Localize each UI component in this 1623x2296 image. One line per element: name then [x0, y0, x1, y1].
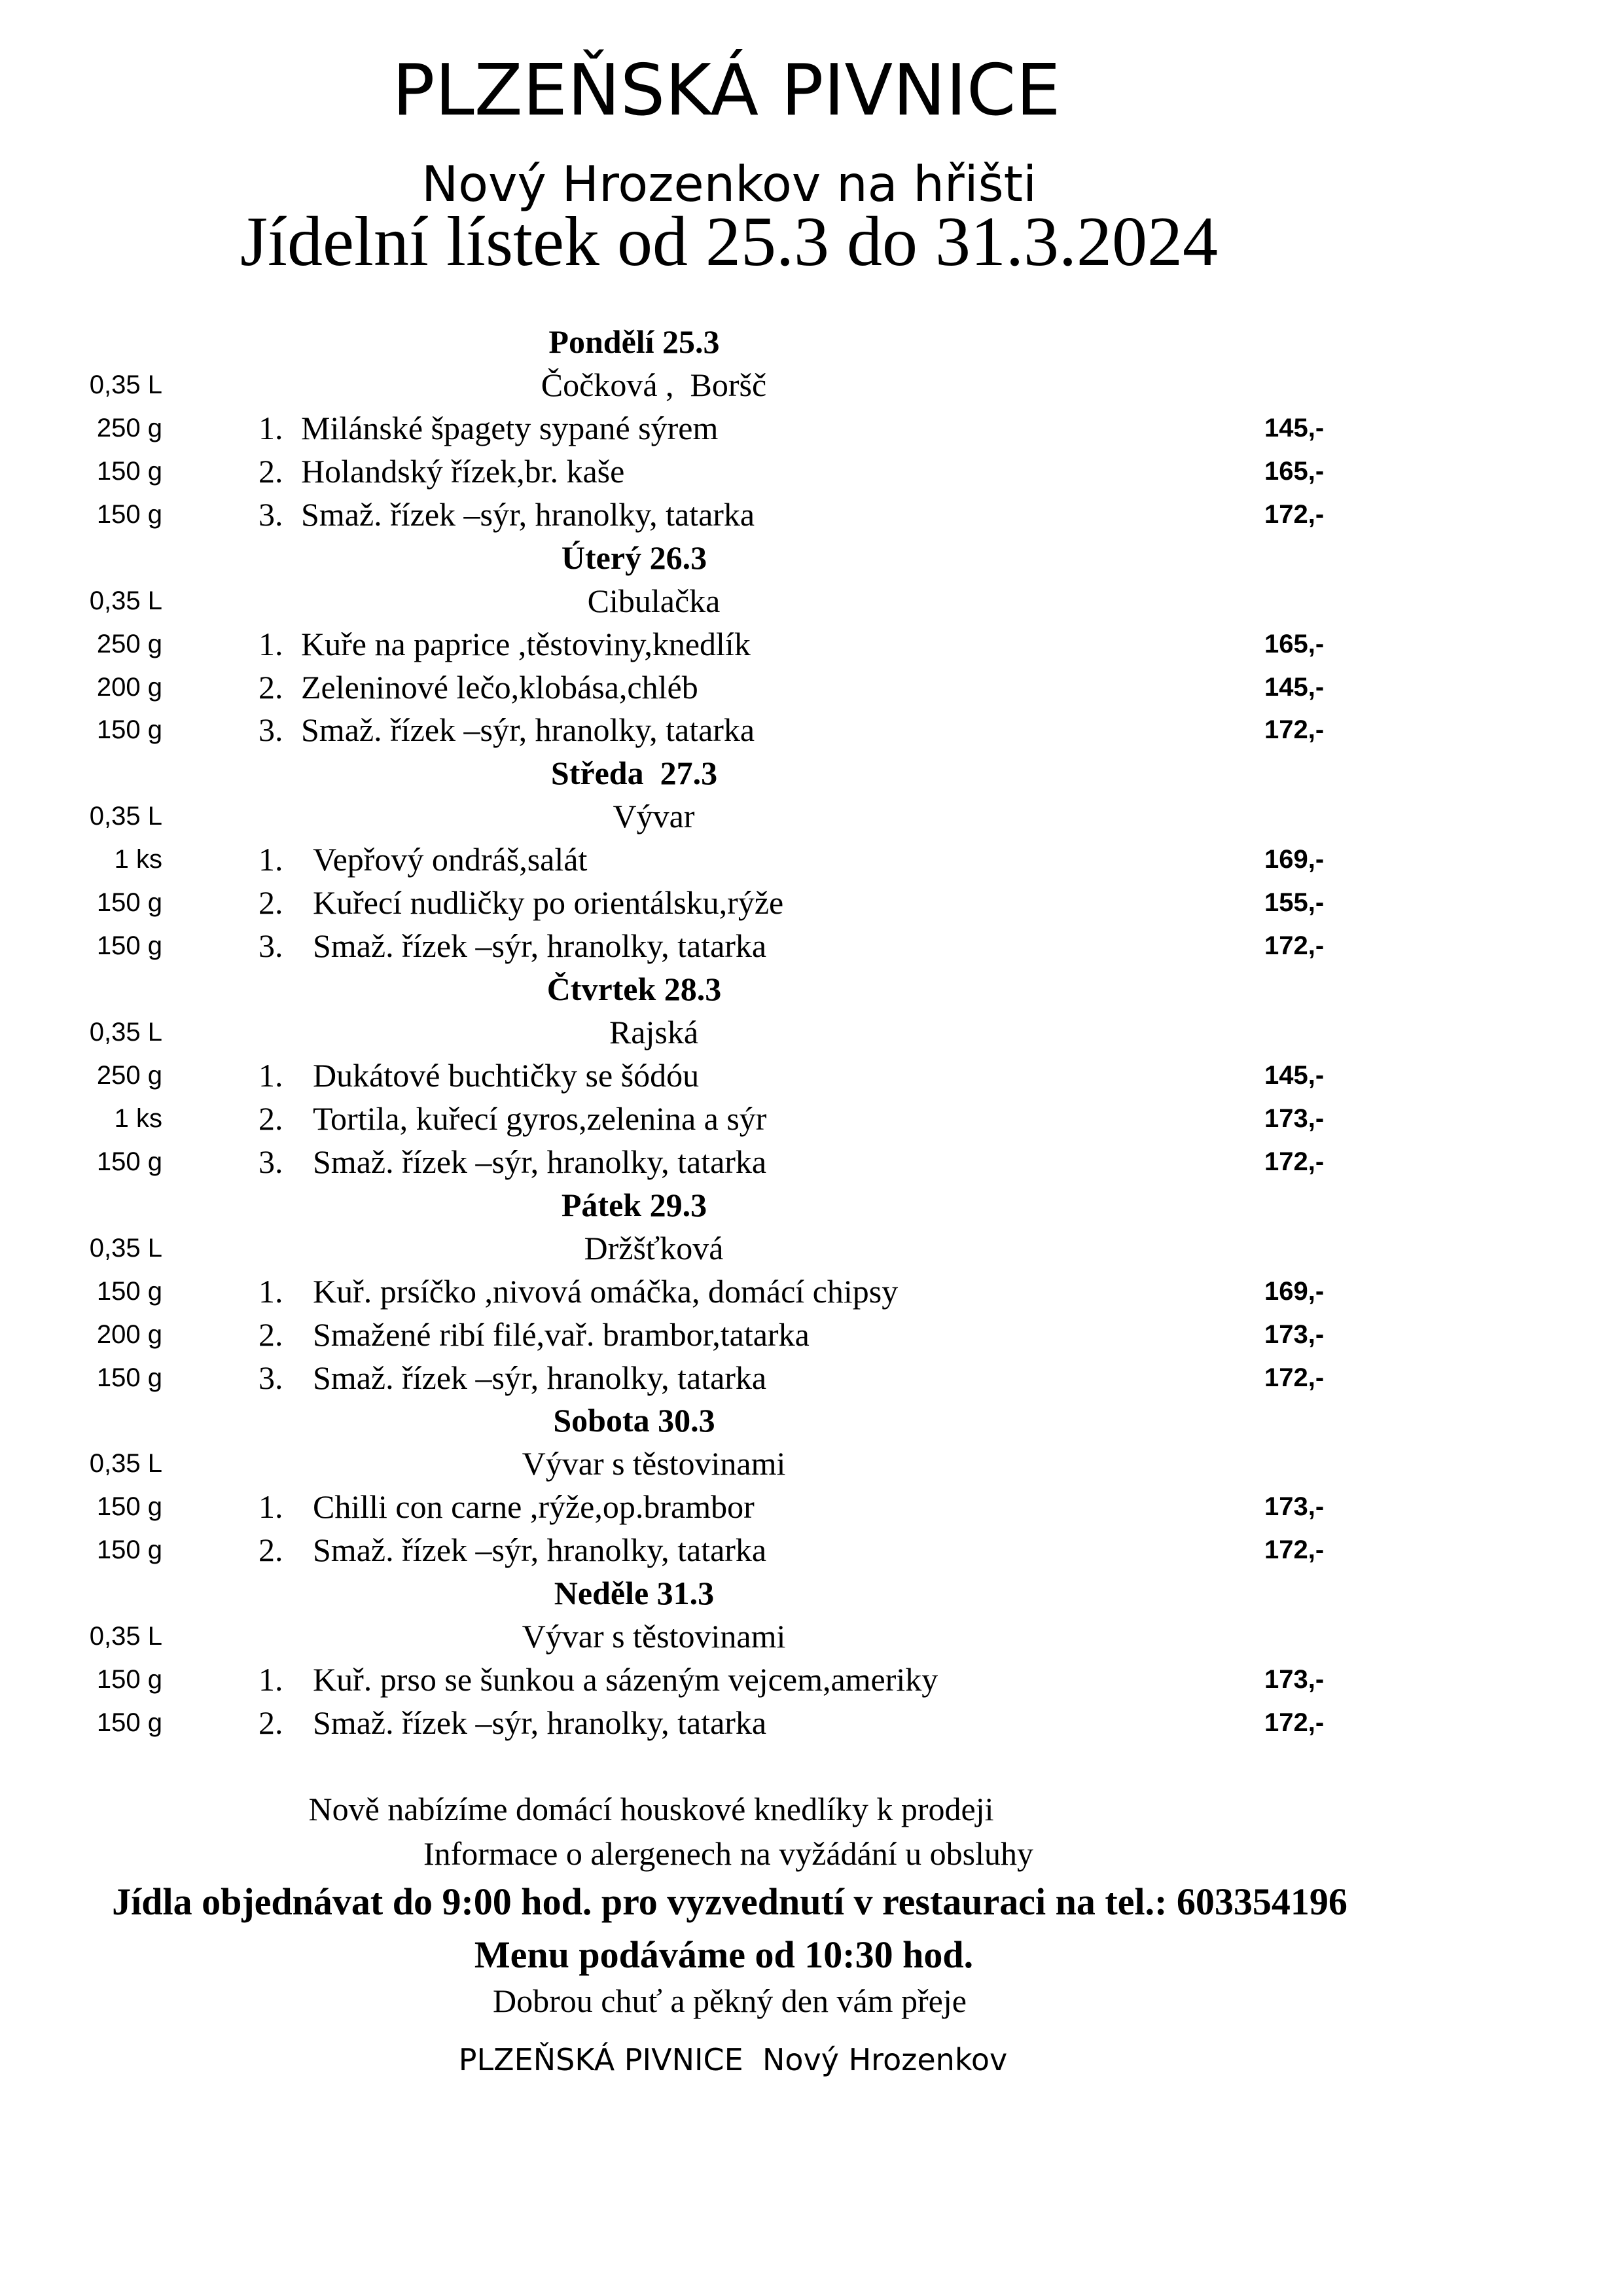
item-price: 172,- — [1264, 1147, 1325, 1176]
item-number: 3. — [259, 1143, 283, 1180]
portion-label: 0,35 L — [89, 1018, 162, 1047]
item-price: 173,- — [1264, 1319, 1325, 1349]
item-price: 165,- — [1264, 629, 1325, 658]
portion-label: 150 g — [96, 1708, 162, 1737]
day-heading-row — [0, 1184, 1623, 1227]
item-number: 1. — [259, 1661, 283, 1698]
portion-label: 200 g — [96, 1319, 162, 1349]
item-name: Milánské špagety sypané sýrem — [301, 409, 719, 446]
day-heading-row — [0, 968, 1623, 1011]
day-heading-row — [0, 752, 1623, 795]
menu-item-row — [0, 1529, 1623, 1572]
item-name: Smažené ribí filé,vař. brambor,tatarka — [313, 1316, 810, 1353]
portion-label: 1 ks — [114, 845, 162, 874]
day-section-saturday — [0, 1399, 1623, 1572]
item-price: 172,- — [1264, 1708, 1325, 1737]
item-number: 2. — [259, 1316, 283, 1353]
soup-row — [0, 580, 1623, 623]
signature: PLZEŇSKÁ PIVNICE Nový Hrozenkov — [458, 2042, 1008, 2077]
item-number: 2. — [259, 1532, 283, 1569]
portion-label: 250 g — [96, 629, 162, 658]
item-price: 172,- — [1264, 1535, 1325, 1565]
item-price: 173,- — [1264, 1103, 1325, 1133]
portion-label: 0,35 L — [89, 802, 162, 831]
soup-name: Vývar s těstovinami — [522, 1618, 786, 1655]
soup-row — [0, 1227, 1623, 1270]
soup-name: Držšťková — [584, 1229, 724, 1266]
item-number: 3. — [259, 495, 283, 533]
item-number: 3. — [259, 927, 283, 965]
greeting: Dobrou chuť a pěkný den vám přeje — [493, 1982, 967, 2019]
day-section-wednesday — [0, 752, 1623, 968]
day-heading: Pondělí 25.3 — [548, 323, 720, 360]
portion-label: 0,35 L — [89, 1622, 162, 1651]
item-name: Smaž. řízek –sýr, hranolky, tatarka — [313, 1143, 767, 1180]
day-section-tuesday — [0, 537, 1623, 753]
menu-item-row — [0, 1357, 1623, 1400]
menu-item-row — [0, 1702, 1623, 1745]
menu-item-row — [0, 407, 1623, 450]
day-heading: Sobota 30.3 — [553, 1402, 715, 1439]
item-name: Zeleninové lečo,klobása,chléb — [301, 668, 698, 706]
soup-row — [0, 1615, 1623, 1659]
portion-label: 1 ks — [114, 1103, 162, 1133]
item-number: 3. — [259, 1359, 283, 1396]
item-price: 172,- — [1264, 499, 1325, 529]
item-number: 2. — [259, 884, 283, 922]
portion-label: 150 g — [96, 1363, 162, 1392]
item-number: 1. — [259, 1056, 283, 1094]
portion-label: 150 g — [96, 456, 162, 486]
menu-item-row — [0, 709, 1623, 752]
item-name: Smaž. řízek –sýr, hranolky, tatarka — [313, 927, 767, 965]
portion-label: 150 g — [96, 888, 162, 918]
item-price: 169,- — [1264, 845, 1325, 874]
day-section-sunday — [0, 1572, 1623, 1745]
portion-label: 200 g — [96, 672, 162, 702]
portion-label: 150 g — [96, 1492, 162, 1522]
soup-name: Čočková , Boršč — [541, 366, 767, 403]
menu-item-row — [0, 623, 1623, 666]
item-number: 2. — [259, 668, 283, 706]
item-number: 2. — [259, 1704, 283, 1741]
menu-item-row — [0, 1054, 1623, 1098]
weekly-menu — [0, 321, 1623, 1745]
item-price: 145,- — [1264, 1060, 1325, 1090]
soup-row — [0, 795, 1623, 838]
portion-label: 150 g — [96, 1535, 162, 1565]
item-price: 172,- — [1264, 931, 1325, 961]
portion-label: 0,35 L — [89, 370, 162, 399]
serving-time: Menu podáváme od 10:30 hod. — [474, 1933, 974, 1976]
order-info: Jídla objednávat do 9:00 hod. pro vyzvednutí v restauraci na tel.: 603354196 — [112, 1880, 1347, 1923]
menu-item-row — [0, 1270, 1623, 1314]
item-price: 172,- — [1264, 715, 1325, 745]
item-price: 169,- — [1264, 1276, 1325, 1306]
portion-label: 0,35 L — [89, 1233, 162, 1263]
day-heading: Čtvrtek 28.3 — [546, 971, 722, 1008]
soup-name: Vývar — [613, 798, 695, 835]
item-name: Kuř. prsíčko ,nivová omáčka, domácí chipsy — [313, 1272, 899, 1310]
item-name: Smaž. řízek –sýr, hranolky, tatarka — [313, 1532, 767, 1569]
allergen-info: Informace o alergenech na vyžádání u obsluhy — [423, 1835, 1034, 1872]
item-name: Tortila, kuřecí gyros,zelenina a sýr — [313, 1100, 767, 1137]
item-name: Chilli con carne ,rýže,op.brambor — [313, 1488, 755, 1526]
soup-name: Rajská — [609, 1014, 699, 1050]
portion-label: 150 g — [96, 931, 162, 961]
soup-name: Cibulačka — [587, 582, 721, 619]
portion-label: 0,35 L — [89, 586, 162, 615]
item-number: 1. — [259, 625, 283, 662]
day-section-friday — [0, 1184, 1623, 1400]
portion-label: 0,35 L — [89, 1449, 162, 1479]
item-price: 173,- — [1264, 1665, 1325, 1695]
portion-label: 250 g — [96, 1060, 162, 1090]
item-name: Vepřový ondráš,salát — [313, 841, 588, 878]
day-heading-row — [0, 321, 1623, 364]
item-name: Holandský řízek,br. kaše — [301, 452, 625, 490]
item-number: 2. — [259, 1100, 283, 1137]
menu-item-row — [0, 925, 1623, 968]
menu-title: Jídelní lístek od 25.3 do 31.3.2024 — [240, 203, 1218, 281]
item-name: Smaž. řízek –sýr, hranolky, tatarka — [313, 1359, 767, 1396]
day-heading-row — [0, 1572, 1623, 1615]
menu-item-row — [0, 1486, 1623, 1529]
menu-item-row — [0, 882, 1623, 925]
menu-item-row — [0, 1141, 1623, 1184]
item-number: 2. — [259, 452, 283, 490]
item-name: Dukátové buchtičky se šódóu — [313, 1056, 700, 1094]
soup-row — [0, 1443, 1623, 1486]
item-name: Smaž. řízek –sýr, hranolky, tatarka — [301, 495, 755, 533]
soup-name: Vývar s těstovinami — [522, 1445, 786, 1482]
portion-label: 150 g — [96, 1276, 162, 1306]
item-price: 173,- — [1264, 1492, 1325, 1522]
menu-item-row — [0, 1314, 1623, 1357]
menu-item-row — [0, 493, 1623, 537]
location-subtitle: Nový Hrozenkov na hřišti — [421, 155, 1037, 213]
item-name: Kuře na paprice ,těstoviny,knedlík — [301, 625, 751, 662]
item-price: 155,- — [1264, 888, 1325, 918]
menu-item-row — [0, 838, 1623, 882]
item-number: 1. — [259, 1272, 283, 1310]
day-heading-row — [0, 537, 1623, 580]
footer-note: Nově nabízíme domácí houskové knedlíky k prodeji — [308, 1791, 994, 1827]
item-number: 3. — [259, 711, 283, 749]
item-price: 172,- — [1264, 1363, 1325, 1392]
day-heading: Pátek 29.3 — [561, 1186, 707, 1223]
portion-label: 250 g — [96, 413, 162, 442]
item-number: 1. — [259, 1488, 283, 1526]
day-heading: Neděle 31.3 — [554, 1575, 715, 1612]
item-number: 1. — [259, 841, 283, 878]
portion-label: 150 g — [96, 1665, 162, 1695]
item-name: Kuř. prso se šunkou a sázeným vejcem,ameriky — [313, 1661, 938, 1698]
soup-row — [0, 1011, 1623, 1054]
day-heading-row — [0, 1399, 1623, 1443]
item-price: 165,- — [1264, 456, 1325, 486]
day-heading: Středa 27.3 — [550, 755, 718, 792]
item-name: Smaž. řízek –sýr, hranolky, tatarka — [313, 1704, 767, 1741]
menu-item-row — [0, 1098, 1623, 1141]
menu-item-row — [0, 1659, 1623, 1702]
day-section-thursday — [0, 968, 1623, 1184]
item-name: Smaž. řízek –sýr, hranolky, tatarka — [301, 711, 755, 749]
item-price: 145,- — [1264, 413, 1325, 442]
restaurant-title: PLZEŇSKÁ PIVNICE — [392, 50, 1061, 132]
day-heading: Úterý 26.3 — [561, 539, 707, 576]
soup-row — [0, 364, 1623, 407]
item-price: 145,- — [1264, 672, 1325, 702]
portion-label: 150 g — [96, 715, 162, 745]
menu-item-row — [0, 450, 1623, 493]
item-number: 1. — [259, 409, 283, 446]
menu-item-row — [0, 666, 1623, 709]
item-name: Kuřecí nudličky po orientálsku,rýže — [313, 884, 784, 922]
portion-label: 150 g — [96, 1147, 162, 1176]
day-section-monday — [0, 321, 1623, 537]
portion-label: 150 g — [96, 499, 162, 529]
